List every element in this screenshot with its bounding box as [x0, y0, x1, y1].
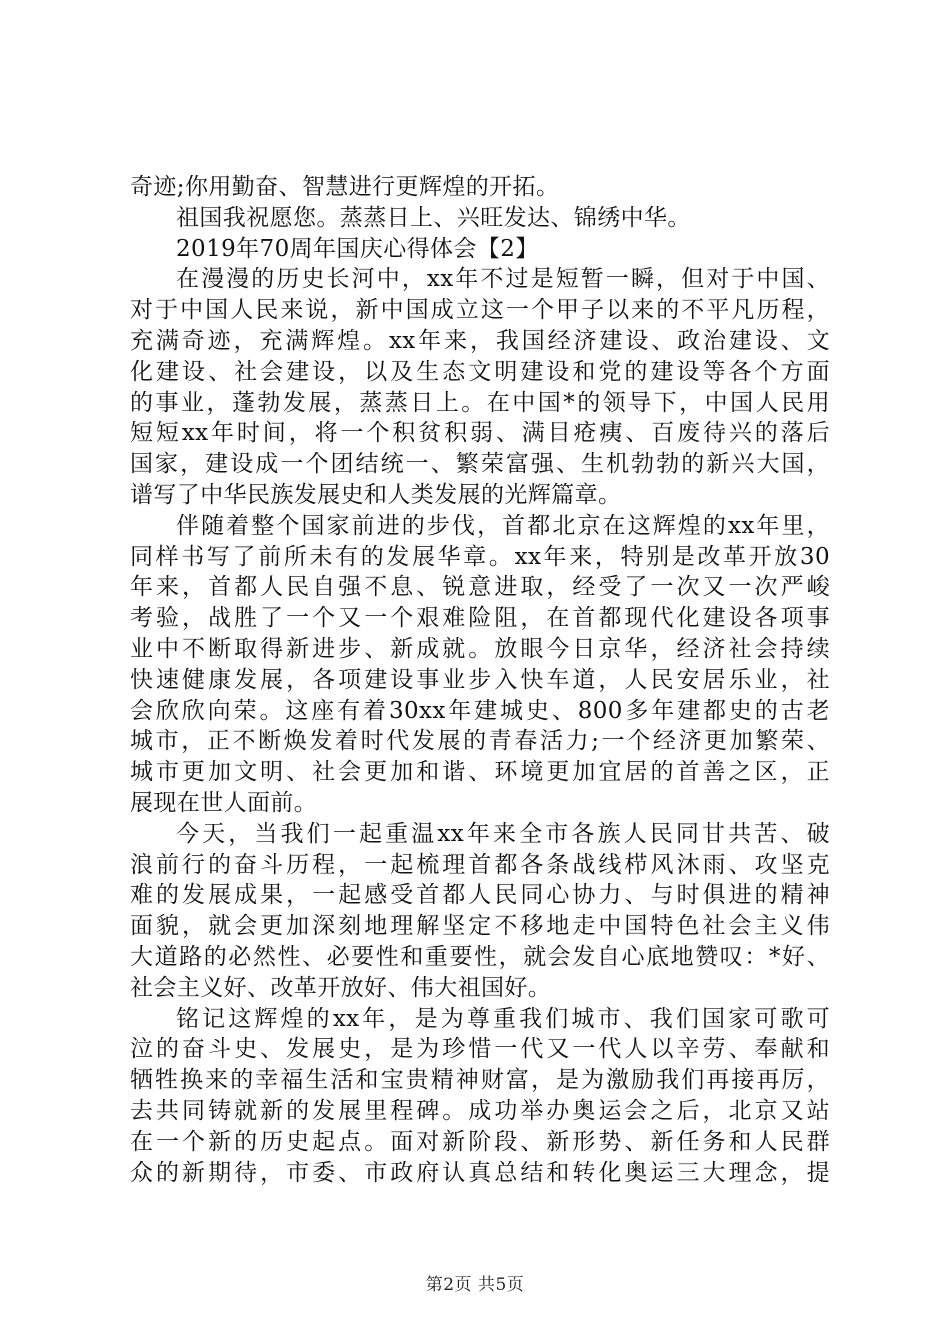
text-line: 社会主义好、改革开放好、伟大祖国好。	[130, 974, 552, 1001]
text-line: 充满奇迹，充满辉煌。xx年来，我国经济建设、政治建设、文	[130, 327, 830, 354]
text-line: 在一个新的历史起点。面对新阶段、新形势、新任务和人民群	[130, 1128, 830, 1155]
document-body	[130, 172, 830, 1188]
text-line: 国家，建设成一个团结统一、繁荣富强、生机勃勃的新兴大国，	[130, 451, 830, 478]
text-line: 在漫漫的历史长河中，xx年不过是短暂一瞬，但对于中国、	[176, 266, 830, 293]
text-line: 年来，首都人民自强不息、锐意进取，经受了一次又一次严峻	[130, 574, 830, 601]
text-line: 考验，战胜了一个又一个艰难险阻，在首都现代化建设各项事	[130, 605, 830, 632]
text-line: 业中不断取得新进步、新成就。放眼今日京华，经济社会持续	[130, 635, 830, 662]
text-line: 会欣欣向荣。这座有着30xx年建城史、800多年建都史的古老	[130, 697, 830, 724]
text-line: 今天，当我们一起重温xx年来全市各族人民同甘共苦、破	[176, 820, 830, 847]
text-line: 城市更加文明、社会更加和谐、环境更加宜居的首善之区，正	[130, 759, 830, 786]
text-line: 众的新期待，市委、市政府认真总结和转化奥运三大理念，提	[130, 1159, 830, 1186]
page-number-footer: 第2页 共5页	[425, 1275, 525, 1295]
text-line: 铭记这辉煌的xx年，是为尊重我们城市、我们国家可歌可	[176, 1005, 830, 1032]
text-line: 的事业，蓬勃发展，蒸蒸日上。在中国*的领导下，中国人民用	[130, 389, 830, 416]
text-line: 展现在世人面前。	[130, 789, 318, 816]
text-line: 伴随着整个国家前进的步伐，首都北京在这辉煌的xx年里，	[176, 512, 830, 539]
text-line: 同样书写了前所未有的发展华章。xx年来，特别是改革开放30	[130, 543, 830, 570]
text-line: 短短xx年时间，将一个积贫积弱、满目疮痍、百废待兴的落后	[130, 420, 830, 447]
text-line: 谱写了中华民族发展史和人类发展的光辉篇章。	[130, 481, 622, 508]
text-line: 浪前行的奋斗历程，一起梳理首都各条战线栉风沐雨、攻坚克	[130, 851, 830, 878]
text-line: 祖国我祝愿您。蒸蒸日上、兴旺发达、锦绣中华。	[176, 204, 691, 231]
text-line: 化建设、社会建设，以及生态文明建设和党的建设等各个方面	[130, 358, 830, 385]
text-line: 大道路的必然性、必要性和重要性，就会发自心底地赞叹：*好、	[130, 943, 830, 970]
text-line: 面貌，就会更加深刻地理解坚定不移地走中国特色社会主义伟	[130, 913, 830, 940]
text-line: 对于中国人民来说，新中国成立这一个甲子以来的不平凡历程，	[130, 297, 830, 324]
text-line: 快速健康发展，各项建设事业步入快车道，人民安居乐业，社	[130, 666, 830, 693]
section-heading: 2019年70周年国庆心得体会【2】	[176, 235, 539, 262]
text-line: 城市，正不断焕发着时代发展的青春活力;一个经济更加繁荣、	[130, 728, 830, 755]
text-line: 奇迹;你用勤奋、智慧进行更辉煌的开拓。	[130, 174, 560, 200]
text-line: 泣的奋斗史、发展史，是为珍惜一代又一代人以辛劳、奉献和	[130, 1036, 830, 1063]
text-line: 难的发展成果，一起感受首都人民同心协力、与时俱进的精神	[130, 882, 830, 909]
text-line: 去共同铸就新的发展里程碑。成功举办奥运会之后，北京又站	[130, 1097, 830, 1124]
text-line: 牺牲换来的幸福生活和宝贵精神财富，是为激励我们再接再厉，	[130, 1067, 830, 1094]
